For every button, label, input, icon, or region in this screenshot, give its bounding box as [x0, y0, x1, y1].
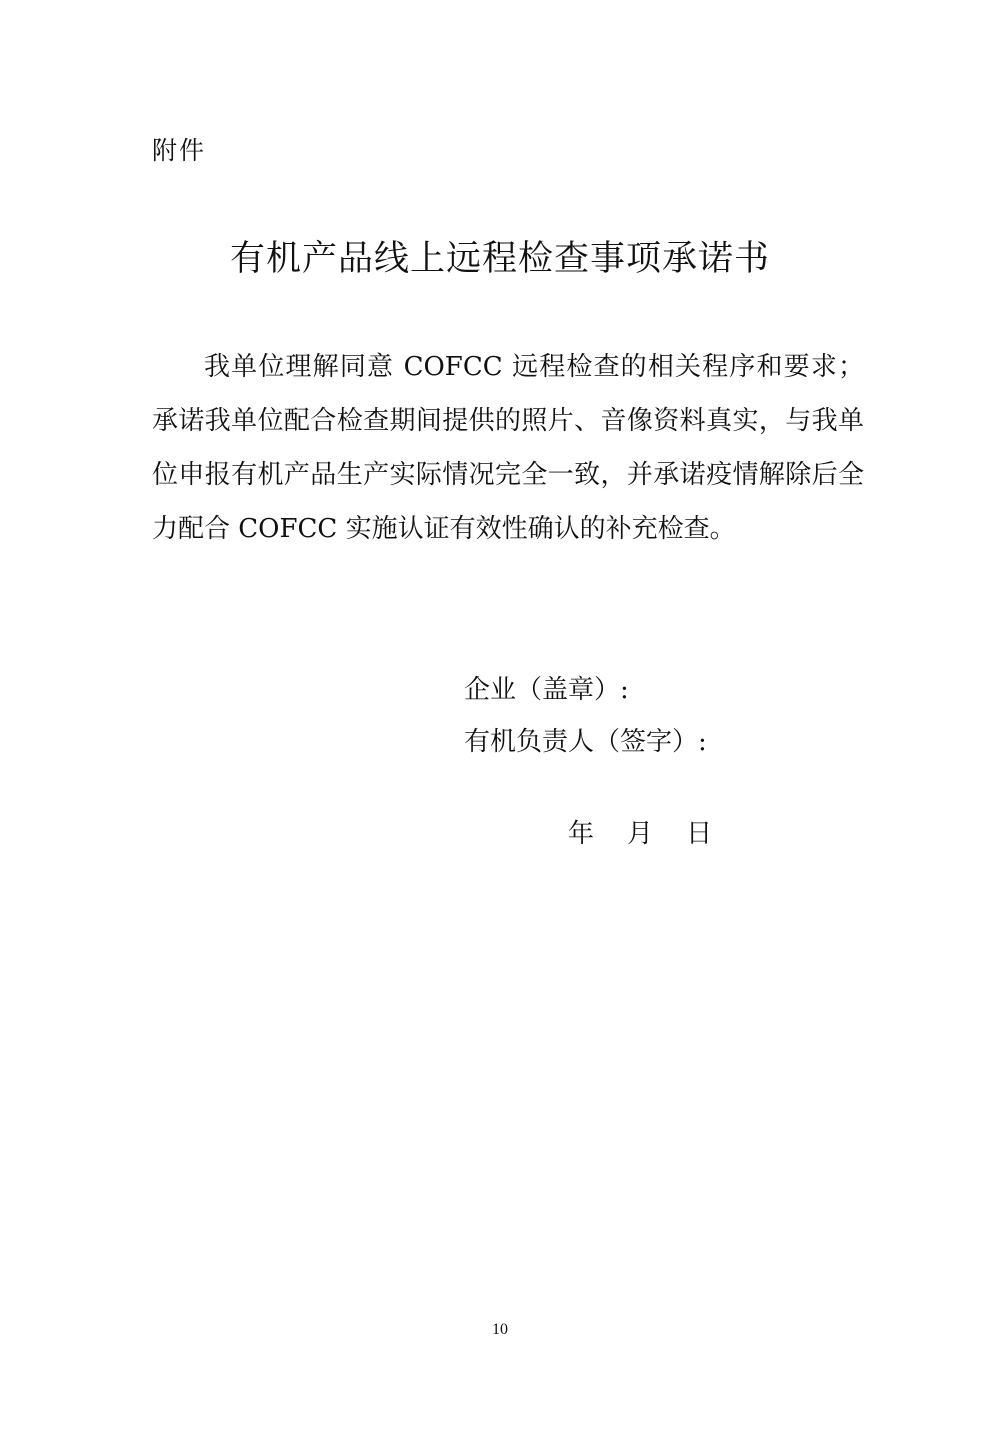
company-stamp-label: 企业（盖章）:: [464, 675, 629, 705]
page-number: 10: [492, 1321, 508, 1338]
commitment-body-text: 我单位理解同意 COFCC 远程检查的相关程序和要求；承诺我单位配合检查期间提供的照片、音像资料真实，与我单位申报有机产品生产实际情况完全一致，并承诺疫情解除后全力配合 COFCC 实施认证有效性确认的补充检查。: [152, 352, 864, 544]
attachment-label: 附件: [152, 136, 207, 165]
signature-block: [464, 664, 884, 768]
responsible-person-signature-label: 有机负责人（签字）:: [464, 727, 707, 757]
document-title: 有机产品线上远程检查事项承诺书: [229, 239, 770, 279]
date-line: 年 月 日: [568, 819, 713, 849]
